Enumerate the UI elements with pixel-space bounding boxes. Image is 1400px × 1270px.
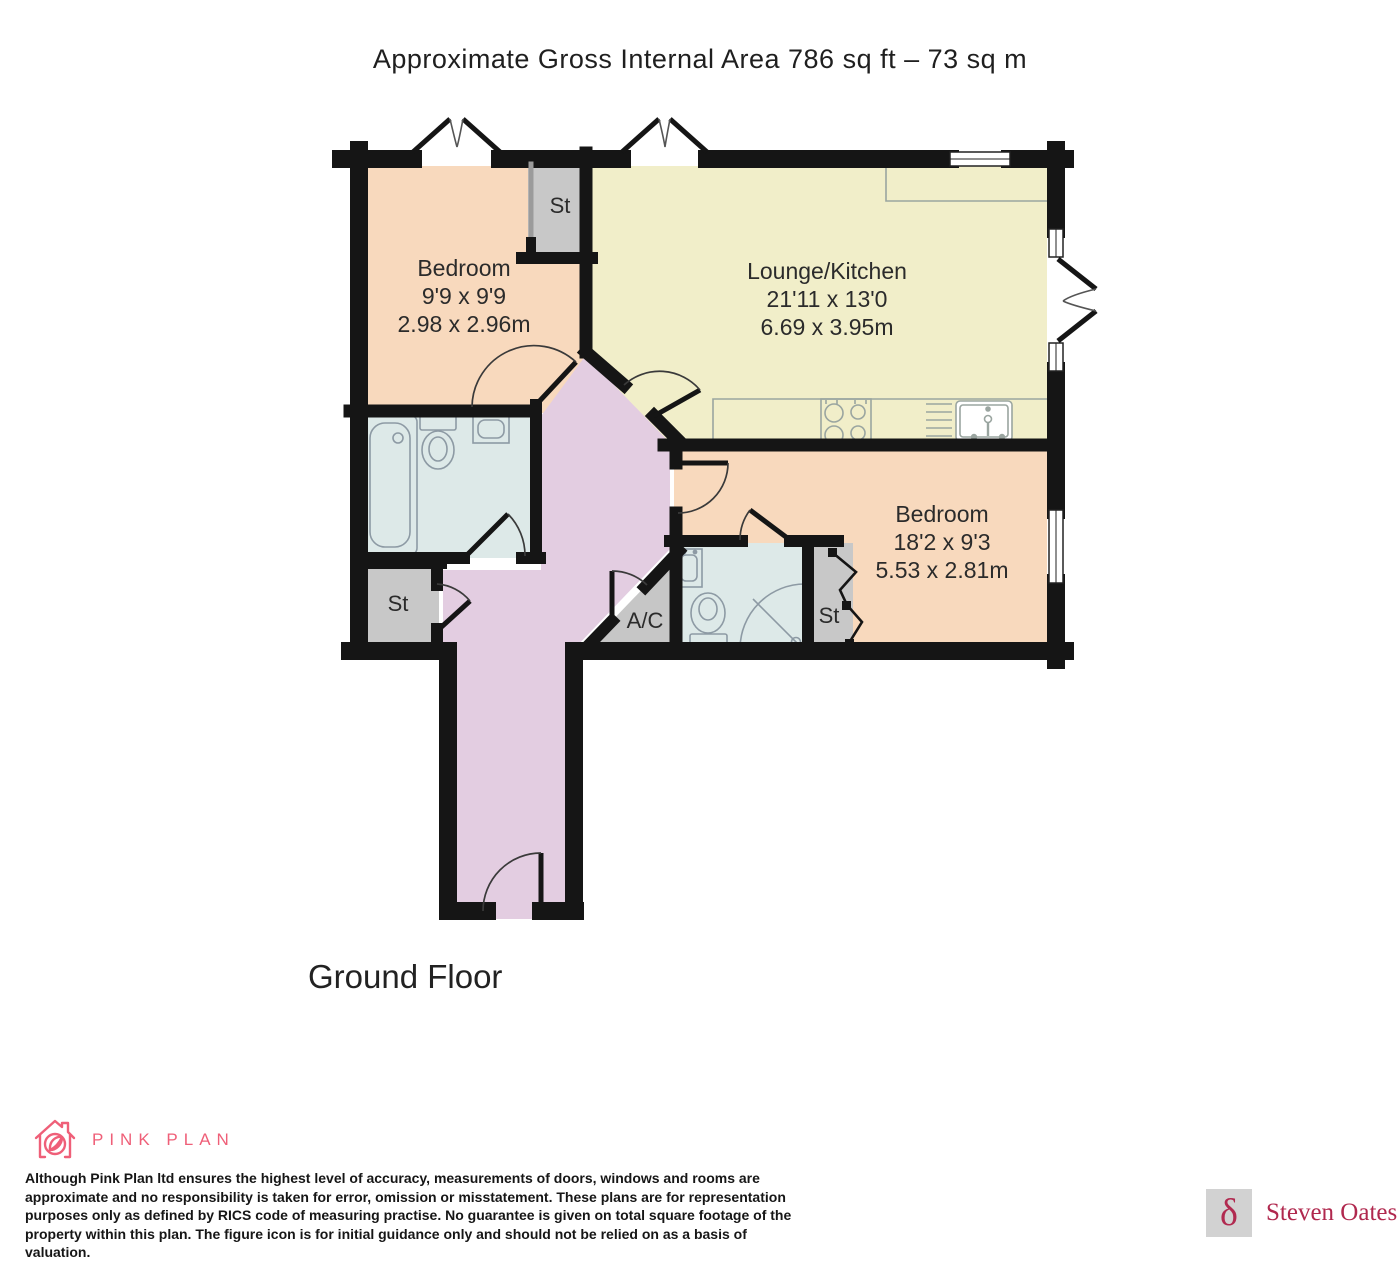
lounge-metric: 6.69 x 3.95m — [760, 314, 894, 340]
agent-name: Steven Oates — [1266, 1199, 1398, 1226]
page-title: Approximate Gross Internal Area 786 sq ft – 73 sq m — [372, 44, 1028, 74]
bedroom1-name: Bedroom — [417, 255, 511, 281]
airing-cupboard-label: A/C — [626, 608, 664, 633]
french-door-top-2-arcs — [659, 119, 670, 147]
lounge-label — [747, 257, 907, 341]
bedroom1-imperial: 9'9 x 9'9 — [421, 283, 507, 309]
french-door-right-arcs — [1063, 289, 1096, 311]
lounge-name: Lounge/Kitchen — [747, 258, 907, 284]
folding-door-pivot — [828, 548, 837, 557]
pink-plan-house-icon — [30, 1116, 80, 1164]
floor-title: Ground Floor — [308, 958, 503, 995]
bedroom1-label — [398, 254, 531, 338]
disclaimer-line: approximate and no responsibility is taken for error, omission or misstatement. These plans are for representation — [25, 1188, 786, 1205]
pink-plan-branding — [30, 1116, 235, 1164]
disclaimer-text — [25, 1169, 815, 1262]
folding-door-pivot — [845, 639, 854, 648]
disclaimer-line: property within this plan. The figure icon is for initial guidance only and should not be relied on as a basis of valuation. — [25, 1225, 747, 1260]
agent-logo-icon: δ — [1206, 1189, 1252, 1237]
bedroom1-metric: 2.98 x 2.96m — [397, 311, 531, 337]
sink2-tap-dot — [693, 550, 696, 553]
storage-left-label: St — [387, 591, 409, 616]
bathroom1-floor — [366, 411, 537, 558]
bedroom2-label — [876, 500, 1009, 584]
folding-door-pivot — [842, 601, 851, 610]
disclaimer-line: purposes only as defined by RICS code of measuring practise. No guarantee is given on total square footage of the — [25, 1207, 792, 1223]
bedroom2-name: Bedroom — [895, 501, 989, 527]
pink-plan-name: PINK PLAN — [92, 1130, 235, 1149]
storage-top-label: St — [549, 193, 571, 218]
french-door-top-1-arcs — [450, 119, 463, 147]
lounge-imperial: 21'11 x 13'0 — [766, 286, 888, 312]
bedroom2-imperial: 18'2 x 9'3 — [893, 529, 991, 555]
disclaimer-line: Although Pink Plan ltd ensures the highest level of accuracy, measurements of doors, windows and rooms are — [25, 1170, 760, 1186]
agent-branding — [1206, 1189, 1397, 1237]
storage-right-label: St — [818, 603, 840, 628]
bedroom2-metric: 5.53 x 2.81m — [875, 557, 1009, 583]
sink-tap-dot — [986, 407, 990, 411]
